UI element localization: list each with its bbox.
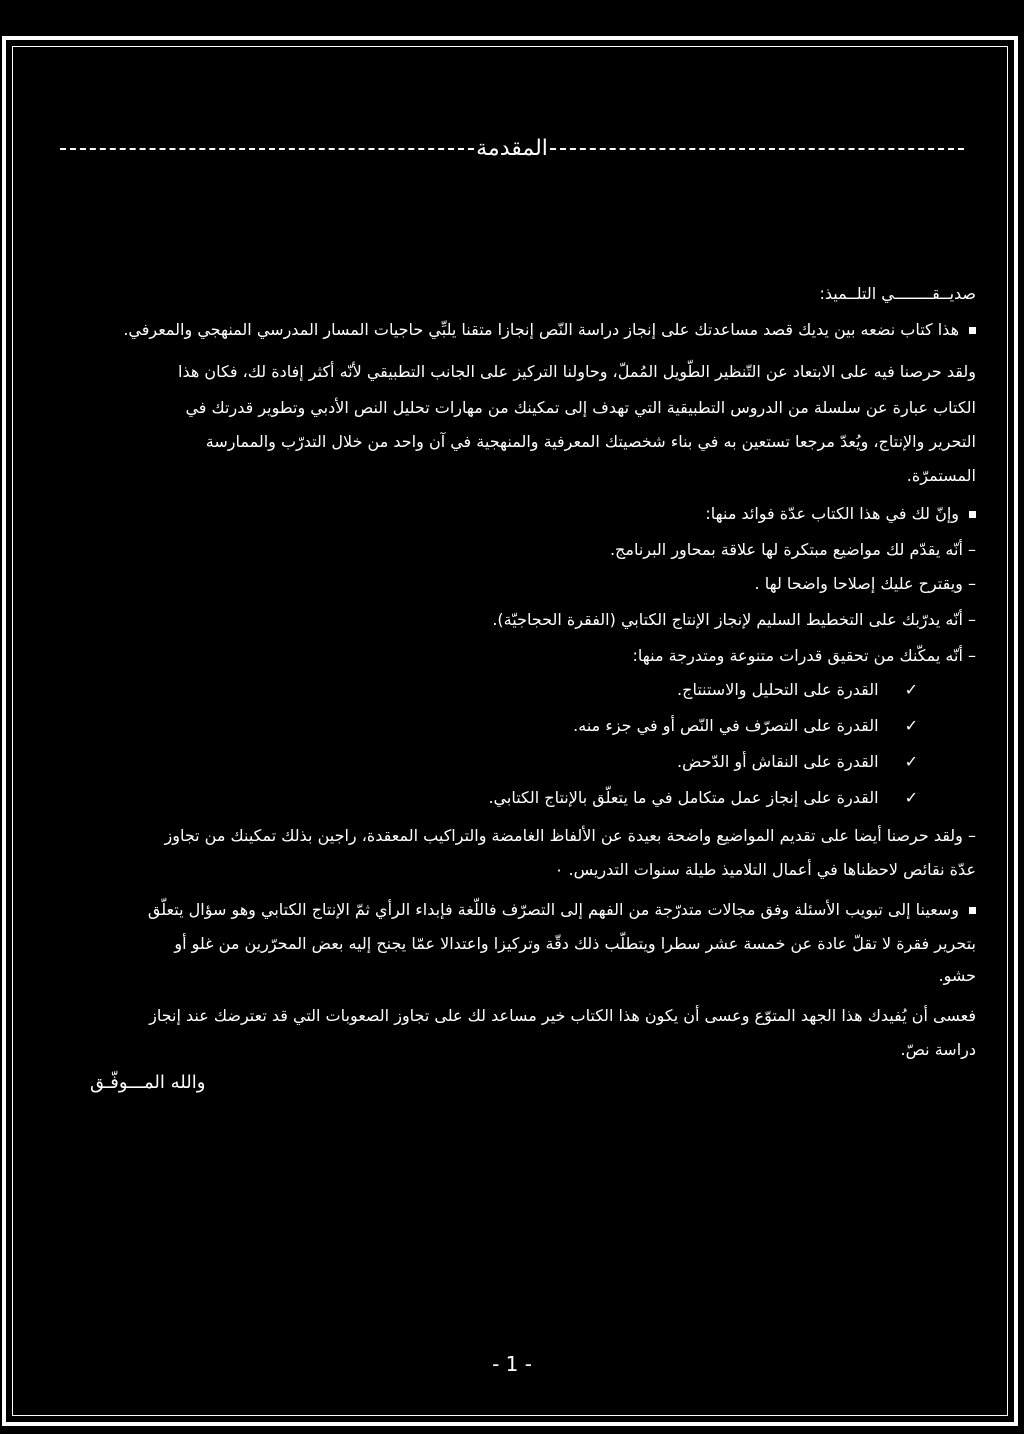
page-number: - 1 -	[492, 1352, 532, 1376]
structure-line-2: بتحرير فقرة لا تقلّ عادة عن خمسة عشر سطرا ويتطلّب ذلك دقّة وتركيزا واعتدالا عمّا يجنح إليه بعض المحرّرين من غلو أو	[174, 934, 976, 953]
skill-item-3: ✓ القدرة على النقاش أو الدّحض.	[677, 752, 918, 772]
benefit-item-3: – أنّه يدرّبك على التخطيط السليم لإنجاز الإنتاج الكتابي (الفقرة الحجاجيّة).	[492, 610, 976, 630]
clarity-line-2: عدّة نقائص لاحظناها في أعمال التلاميذ طيلة سنوات التدريس. ٠	[554, 860, 976, 879]
benefit-item-2: – ويقترح عليك إصلاحا واضحا لها .	[755, 574, 976, 594]
skill-item-4: ✓ القدرة على إنجاز عمل متكامل في ما يتعلّق بالإنتاج الكتابي.	[488, 788, 918, 808]
benefit-item-4: – أنّه يمكّنك من تحقيق قدرات متنوعة ومتدرجة منها:	[633, 646, 976, 666]
paragraph-line-1: هذا كتاب نضعه بين يديك قصد مساعدتك على إنجاز دراسة النّص إنجازا متقنا يلبِّي حاجيات المسار المدرسي المنهجي والمعرفي.	[123, 320, 976, 340]
clarity-line-1: – ولقد حرصنا أيضا على تقديم المواضيع واضحة بعيدة عن الألفاظ الغامضة والتراكيب المعقدة، راجين بذلك تمكينك من تجاوز	[164, 826, 976, 846]
signature: والله المـــوفّـق	[90, 1072, 206, 1093]
paragraph-line-3: الكتاب عبارة عن سلسلة من الدروس التطبيقية التي تهدف إلى تمكينك من مهارات تحليل النص الأدبي وتطوير قدرتك في	[185, 398, 976, 417]
structure-line-3: حشو.	[938, 966, 976, 985]
document-body	[44, 0, 976, 1434]
closing-line-1: فعسى أن يُفيدك هذا الجهد المتوّع وعسى أن يكون هذا الكتاب خير مساعد لك على تجاوز الصعوبات التي قد تعترضك عند إنجاز	[149, 1006, 976, 1025]
paragraph-line-2: ولقد حرصنا فيه على الابتعاد عن التّنظير الطّويل المُملّ، وحاولنا التركيز على الجانب التطبيقي لأنّه أكثر إفادة لك، فكان هذا	[178, 362, 976, 381]
paragraph-line-4: التحرير والإنتاج، ويُعدّ مرجعا تستعين به في بناء شخصيتك المعرفية والمنهجية في آن واحد من خلال التدرّب والممارسة	[205, 432, 976, 451]
benefits-intro: وإنّ لك في هذا الكتاب عدّة فوائد منها:	[705, 504, 976, 524]
section-title: صديــقــــــــي التلــميذ:	[819, 284, 976, 303]
structure-line-1: وسعينا إلى تبويب الأسئلة وفق مجالات متدرّجة من الفهم إلى التصرّف فاللّغة فإبداء الرأي ثمّ الإنتاج الكتابي وهو سؤال يتعلّق	[148, 900, 976, 920]
benefit-item-1: – أنّه يقدّم لك مواضيع مبتكرة لها علاقة بمحاور البرنامج.	[610, 540, 976, 560]
page-heading: المقدمة	[476, 136, 548, 161]
skill-item-1: ✓ القدرة على التحليل والاستنتاج.	[677, 680, 918, 700]
paragraph-line-5: المستمرّة.	[906, 466, 976, 485]
skill-item-2: ✓ القدرة على التصرّف في النّص أو في جزء منه.	[573, 716, 918, 736]
closing-line-2: دراسة نصّ.	[900, 1040, 976, 1059]
